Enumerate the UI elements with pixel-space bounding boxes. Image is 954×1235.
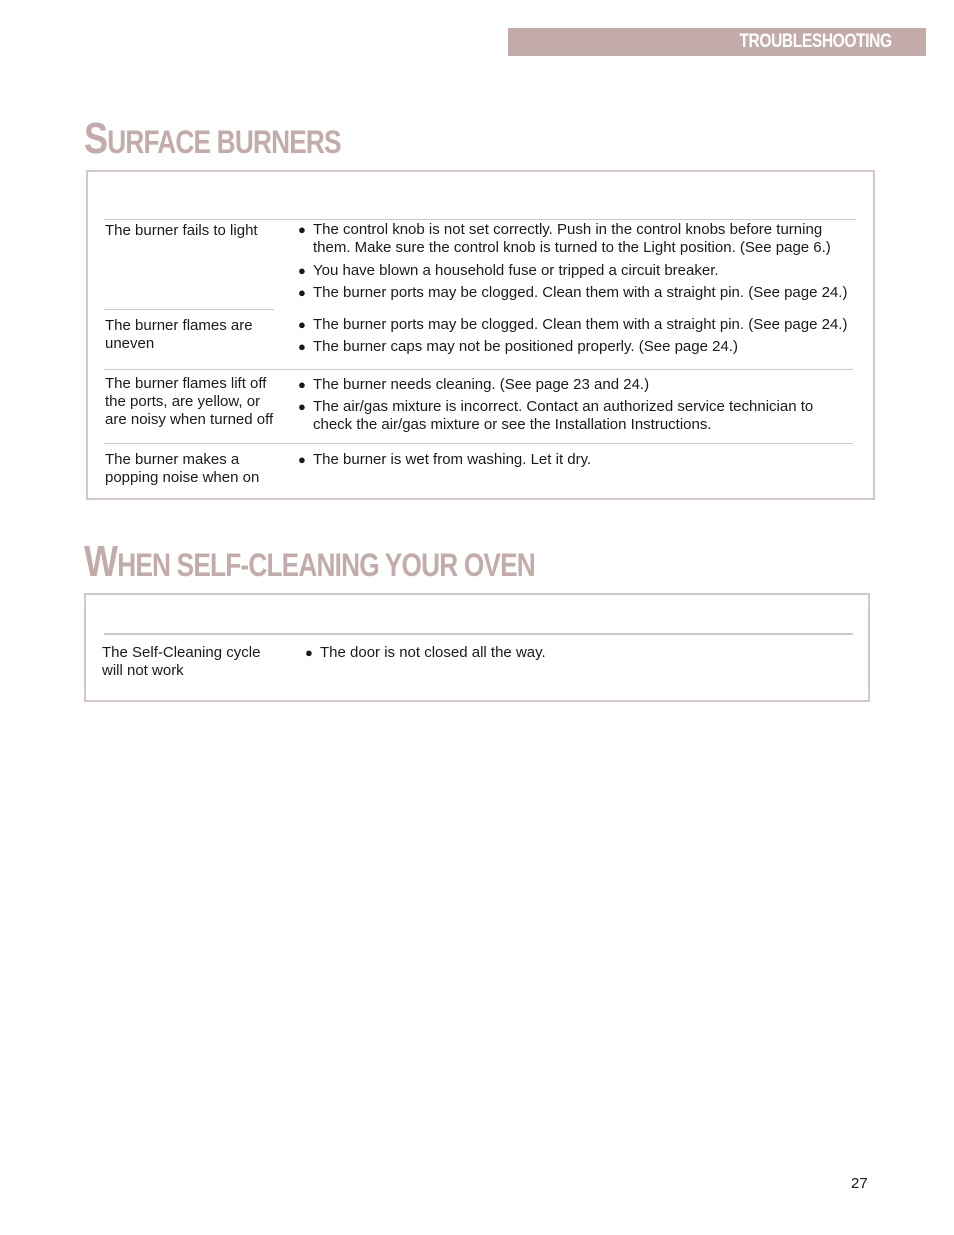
row-divider — [104, 309, 274, 310]
section-title-surface-burners: SURFACE BURNERS — [84, 114, 341, 163]
header-label: TROUBLESHOOTING — [739, 31, 892, 52]
fix-item: ● The burner needs cleaning. (See page 23 and 24.) — [298, 376, 873, 394]
fix-item: ● You have blown a household fuse or tripped a circuit breaker. — [298, 262, 873, 280]
page-number: 27 — [851, 1175, 868, 1192]
fix-item: ● The door is not closed all the way. — [305, 644, 860, 662]
problem-burner-fails-to-light: The burner fails to light — [105, 222, 258, 239]
table-header-rule — [104, 219, 856, 220]
fix-item: ● The air/gas mixture is incorrect. Contact an authorized service technician to check the air/gas mixture or see the Installation Instructions. — [298, 398, 853, 434]
fix-item: ● The burner caps may not be positioned properly. (See page 24.) — [298, 338, 873, 356]
row-divider — [104, 443, 853, 444]
row-divider — [104, 369, 853, 370]
fix-item: ● The burner ports may be clogged. Clean them with a straight pin. (See page 24.) — [298, 316, 888, 334]
problem-burner-popping-noise: The burner makes a popping noise when on — [105, 451, 260, 486]
problem-burner-flames-uneven: The burner flames are uneven — [105, 317, 253, 352]
problem-self-cleaning-not-work: The Self-Cleaning cycle will not work — [102, 644, 261, 679]
table-header-rule — [104, 633, 853, 635]
section-header-tab — [508, 28, 926, 56]
fix-item: ● The burner ports may be clogged. Clean them with a straight pin. (See page 24.) — [298, 284, 893, 302]
problem-burner-flames-lift: The burner flames lift off the ports, are yellow, or are noisy when turned off — [105, 375, 274, 428]
fix-item: ● The burner is wet from washing. Let it dry. — [298, 451, 873, 469]
section-title-self-cleaning: WHEN SELF-CLEANING YOUR OVEN — [84, 537, 535, 586]
fix-item: ● The control knob is not set correctly. Push in the control knobs before turning them. Make sure the control knob is turned to the Light position. (See page 6.) — [298, 221, 858, 257]
